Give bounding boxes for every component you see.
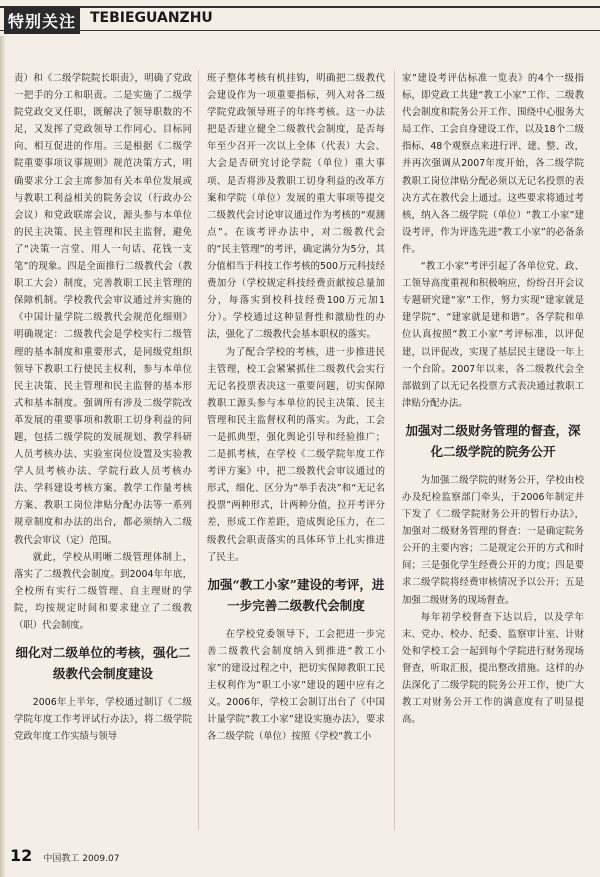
page-number: 12 xyxy=(10,846,33,865)
paragraph: 每年初学校督查下达以后，以及学年末、党办、校办、纪委、监察审计室、计财处和学校工会一起到每个学院进行财务现场督查，听取汇报，提出整改措施。这样的办法深化了二级学院的院务公开工作，使广大教工对财务公开工作的满意度有了明显提高。 xyxy=(402,611,584,726)
paragraph: 在学校党委领导下，工会把进一步完善二级教代会制度纳入到推进“教工小家”的建设过程之中，把切实保障教职工民主权利作为“职工小家”建设的题中应有之义。2006年，学校工会制订出台了《中国计量学院“教工小家”建设实施办法》，要求各二级学院（单位）按照《学校“教工小 xyxy=(207,628,385,743)
column-2 xyxy=(207,70,385,745)
section-tag: 特别关注 xyxy=(4,7,80,34)
page-header xyxy=(0,0,600,36)
section-heading: 加强对二级财务管理的督查，深化二级学院的院务公开 xyxy=(405,422,581,459)
journal-issue: 中国教工 2009.07 xyxy=(43,854,120,864)
section-heading: 细化对二级单位的考核，强化二级教代会制度建设 xyxy=(15,645,191,682)
paragraph: “教工小家”考评引起了各单位党、政、工领导高度重视和积极响应，纷纷召开会议专题研究建“家”工作，努力实现“建家就是建学院”、“建家就是建和谐”。各学院和单位认真按照“教工小家”考评标准，以评促建，以评促改，实现了基层民主建设一年上一个台阶。2007年以来，各二级教代会全部做到了以无记名投票方式表决通过教职工津贴分配办法。 xyxy=(402,261,584,409)
paragraph: 责）和《二级学院院长职责》，明确了党政一把手的分工和职责。二是实施了二级学院党政交叉任职，既解决了领导职数的不足，又发挥了党政领导工作同心、目标同向、相互促进的作用。三是根据《二级学院重要事项议事规则》规范决策方式，明确要求分工会主席参加有关本单位发展或与教职工利益相关的院务会议（行政办公会议）和党政联席会议，源头参与本单位的民主决策、民主管理和民主监督，避免了“决策一言堂、用人一句话、花钱一支笔”的现象。四是全面推行二级教代会（教职工大会）制度，完善教职工民主管理的保障机制。学校教代会审议通过并实施的《中国计量学院二级教代会规范化细则》明确规定：二级教代会是学校实行二级管理的基本制度和重要形式，是同级党组织领导下教职工行使民主权利，参与本单位民主决策、民主管理和民主监督的基本形式和基本制度。强调所有涉及二级学院改革发展的重要事项和教职工切身利益的问题，包括二级学院的发展规划、教学科研人员考核办法、实验室岗位设置及实验教学人员考核办法、学院行政人员考核办法、学科建设考核方案、教学工作量考核方案、教职工岗位津贴分配办法等一系列规章制度和办法的出台，都必须纳入二级教代会审议（定）范围。 xyxy=(14,73,192,546)
paragraph: 就此，学校从明晰二级管理体制上，落实了二级教代会制度。到2004年年底，全校所有实行二级管理、自主理财的学院，均按规定时间和要求建立了二级教（职）代会制度。 xyxy=(14,551,192,631)
column-divider xyxy=(198,70,199,830)
column-divider xyxy=(394,70,395,830)
column-3 xyxy=(402,70,584,728)
section-tag-pinyin: TEBIEGUANZHU xyxy=(90,10,213,26)
column-1 xyxy=(14,70,192,745)
paragraph: 为了配合学校的考核，进一步推进民主管理，校工会紧紧抓住二级教代会实行无记名投票表决这一重要问题，切实保障教职工源头参与本单位的民主决策、民主管理和民主监督权利的落实。为此，工会一是抓典型，强化舆论引导和经验推广；二是抓考核，在学校《二级学院年度工作考评方案》中，把二级教代会审议通过的形式，细化、区分为“举手表决”和“无记名投票”两种形式，计两种分值，拉开考评分差，形成工作差距，造成舆论压力，在二级教代会职责落实的具体环节上扎实推进了民主。 xyxy=(207,346,385,563)
paragraph: 家”建设考评估标准一览表》的4个一级指标，即党政工共建“教工小家”工作、二级教代会制度和院务公开工作、围绕中心服务大局工作、工会自身建设工作，以及18个二级指标、48个观察点来进行评、建、整、改，并再次强调从2007年度开始，各二级学院教职工岗位津贴分配必须以无记名投票的表决方式在教代会上通过。这些要求将通过考核，纳入各二级学院（单位）“教工小家”建设考评，作为评选先进“教工小家”的必备条件。 xyxy=(402,73,584,255)
paragraph: 班子整体考核有机挂钩，明确把二级教代会建设作为一项重要指标，列入对各二级学院党政领导班子的年终考核。这一办法把是否建立健全二级教代会制度，是否每年至少召开一次以上全体（代表）大会、大会是否研究讨论学院（单位）重大事项、是否将涉及教职工切身利益的改革方案和学院（单位）发展的重大事项等提交二级教代会讨论审议通过作为考核的“观测点”。在该考评办法中，对二级教代会的“民主管理”的考评，确定满分为5分，其分值相当于科技工作考核的500万元科技经费加分（学校规定科技经费贡献按总量加分，每落实到校科技经费100万元加1分）。学校通过这种显督性和激励性的办法，强化了二级教代会基本职权的落实。 xyxy=(207,73,385,341)
binding-shadow xyxy=(0,36,6,877)
section-heading: 加强“教工小家”建设的考评，进一步完善二级教代会制度 xyxy=(207,576,385,613)
paragraph: 为加强二级学院的财务公开，学校由校办及纪检监察部门牵头，于2006年制定并下发了《二级学院财务公开的暂行办法》，加强对二级财务管理的督查：一是确定院务公开的主要内容；二是规定公开的方式和时间；三是强化学生经费公开的力度；四是要求二级学院将经费审核情况予以公开；五是加强二级财务的现场督查。 xyxy=(402,474,584,606)
paragraph: 2006年上半年，学校通过制订《二级学院年度工作考评试行办法》，将二级学院党政年度工作实绩与领导 xyxy=(14,697,192,743)
page-footer xyxy=(10,846,119,866)
